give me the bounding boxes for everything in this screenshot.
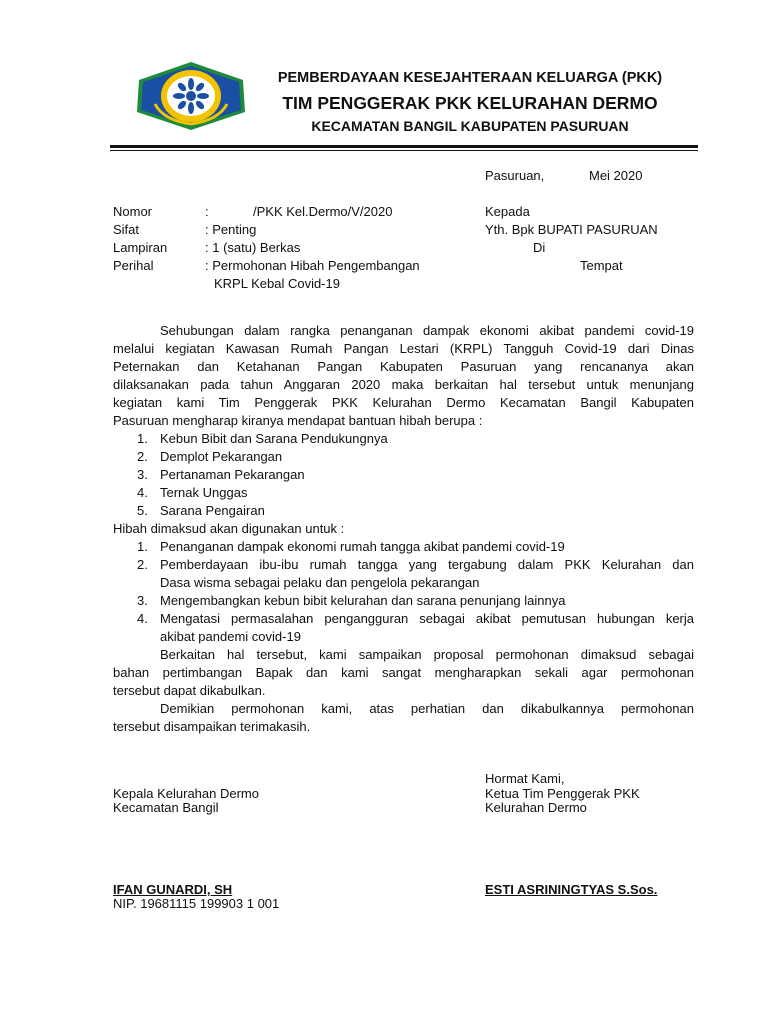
list2-num: 1. xyxy=(137,539,148,554)
nomor-label: Nomor xyxy=(113,204,153,219)
list1-item: Demplot Pekarangan xyxy=(160,449,283,464)
perihal-label: Perihal xyxy=(113,258,154,273)
lampiran-value: : 1 (satu) Berkas xyxy=(205,240,301,255)
list1-item: Sarana Pengairan xyxy=(160,503,265,518)
list2-intro: Hibah dimaksud akan digunakan untuk : xyxy=(113,521,345,536)
p1-line: melalui kegiatan Kawasan Rumah Pangan Lestari (KRPL) Tangguh Covid-19 dari Dinas xyxy=(113,341,694,356)
list2-item: Penanganan dampak ekonomi rumah tangga akibat pandemi covid-19 xyxy=(160,539,565,554)
list2-num: 4. xyxy=(137,611,148,626)
list1-item: Ternak Unggas xyxy=(160,485,248,500)
list1-num: 3. xyxy=(137,467,148,482)
recipient-kepada: Kepada xyxy=(485,204,530,219)
list2-item-cont: akibat pandemi covid-19 xyxy=(160,629,301,644)
p2-line: Berkaitan hal tersebut, kami sampaikan proposal permohonan dimaksud sebagai xyxy=(160,647,694,662)
header-rule-thin xyxy=(110,150,698,151)
perihal-value-2: KRPL Kebal Covid-19 xyxy=(214,276,340,291)
recipient-name: Yth. Bpk BUPATI PASURUAN xyxy=(485,222,658,237)
sign-right-subtitle: Kelurahan Dermo xyxy=(485,800,587,815)
date-place: Pasuruan, xyxy=(485,168,545,183)
recipient-tempat: Tempat xyxy=(580,258,623,273)
header-rule-thick xyxy=(110,145,698,148)
p1-line: Pasuruan mengharap kiranya mendapat bantuan hibah berupa : xyxy=(113,413,483,428)
sign-greeting: Hormat Kami, xyxy=(485,771,565,786)
nomor-colon: : xyxy=(205,204,209,219)
pkk-logo xyxy=(133,60,249,132)
list1-item: Pertanaman Pekarangan xyxy=(160,467,305,482)
list2-item: Mengatasi permasalahan pengangguran sebagai akibat pemutusan hubungan kerja xyxy=(160,611,694,626)
perihal-value-1: : Permohonan Hibah Pengembangan xyxy=(205,258,420,273)
sign-left-nip: NIP. 19681115 199903 1 001 xyxy=(113,896,280,911)
list2-item: Mengembangkan kebun bibit kelurahan dan sarana penunjang lainnya xyxy=(160,593,566,608)
list1-item: Kebun Bibit dan Sarana Pendukungnya xyxy=(160,431,388,446)
sifat-label: Sifat xyxy=(113,222,140,237)
p2-line: tersebut dapat dikabulkan. xyxy=(113,683,266,698)
recipient-di: Di xyxy=(533,240,546,255)
p1-line: kegiatan kami Tim Penggerak PKK Kelurahan Dermo Kecamatan Bangil Kabupaten xyxy=(113,395,694,410)
header-district: KECAMATAN BANGIL KABUPATEN PASURUAN xyxy=(311,118,629,134)
list1-num: 5. xyxy=(137,503,148,518)
list1-num: 2. xyxy=(137,449,148,464)
p3-line: tersebut disampaikan terimakasih. xyxy=(113,719,311,734)
date-month-year: Mei 2020 xyxy=(589,168,643,183)
p1-line: Peternakan dan Ketahanan Pangan Kabupaten Pasuruan yang rencananya akan xyxy=(113,359,694,374)
list1-num: 4. xyxy=(137,485,148,500)
list1-num: 1. xyxy=(137,431,148,446)
list2-item-cont: Dasa wisma sebagai pelaku dan pengelola pekarangan xyxy=(160,575,480,590)
sign-left-title: Kepala Kelurahan Dermo xyxy=(113,786,259,801)
sign-left-subtitle: Kecamatan Bangil xyxy=(113,800,219,815)
sign-left-name: IFAN GUNARDI, SH xyxy=(113,882,233,897)
p2-line: bahan pertimbangan Bapak dan kami sangat mengharapkan sekali agar permohonan xyxy=(113,665,694,680)
p1-line: Sehubungan dalam rangka penanganan dampak ekonomi akibat pandemi covid-19 xyxy=(160,323,694,338)
p1-line: dilaksanakan pada tahun Anggaran 2020 maka berkaitan hal tersebut untuk menunjang xyxy=(113,377,694,392)
list2-num: 3. xyxy=(137,593,148,608)
sign-right-title: Ketua Tim Penggerak PKK xyxy=(485,786,640,801)
list2-num: 2. xyxy=(137,557,148,572)
sifat-value: : Penting xyxy=(205,222,257,237)
lampiran-label: Lampiran xyxy=(113,240,168,255)
header-org: PEMBERDAYAAN KESEJAHTERAAN KELUARGA (PKK) xyxy=(277,70,663,86)
list2-item: Pemberdayaan ibu-ibu rumah tangga yang tergabung dalam PKK Kelurahan dan xyxy=(160,557,694,572)
nomor-value: /PKK Kel.Dermo/V/2020 xyxy=(253,204,393,219)
p3-line: Demikian permohonan kami, atas perhatian dan dikabulkannya permohonan xyxy=(160,701,694,716)
sign-right-name: ESTI ASRININGTYAS S.Sos. xyxy=(485,882,658,897)
header-team: TIM PENGGERAK PKK KELURAHAN DERMO xyxy=(282,93,658,113)
